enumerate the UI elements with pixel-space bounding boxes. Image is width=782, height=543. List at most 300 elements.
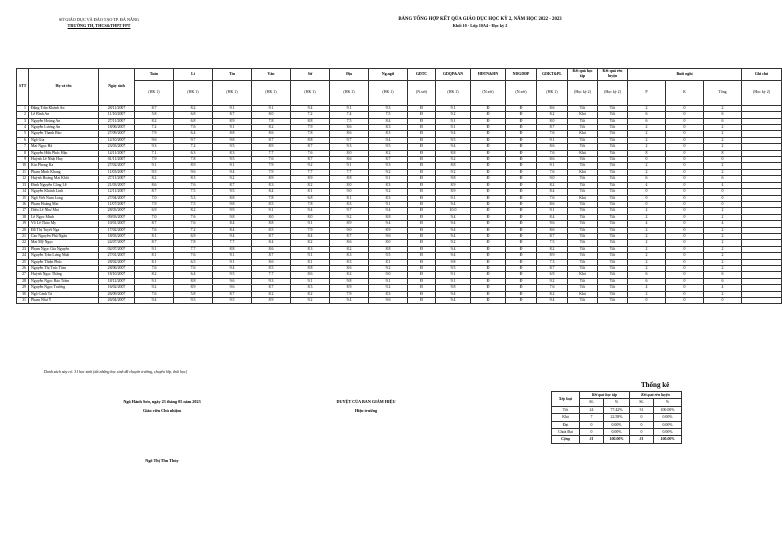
table-cell: 5.8	[174, 291, 213, 297]
table-cell: Tốt	[598, 137, 628, 143]
table-cell: 2	[628, 227, 666, 233]
col-subject: Địa	[330, 69, 369, 81]
table-cell: 9.7	[174, 137, 213, 143]
table-cell: 22	[17, 240, 29, 246]
table-cell: 2	[704, 144, 742, 150]
table-cell: Tốt	[598, 208, 628, 214]
table-cell: 8.2	[174, 105, 213, 111]
stats-header-row	[552, 392, 682, 399]
table-cell: 6	[628, 272, 666, 278]
stats-row	[552, 406, 682, 413]
student-name: Nguyễn Trần Lưng Nhật	[29, 253, 99, 259]
table-cell: 8.9	[252, 176, 291, 182]
table-cell: 9.2	[436, 169, 471, 175]
table-cell: 7.2	[291, 112, 330, 118]
stats-cell: 31	[630, 436, 654, 443]
table-cell: 8.1	[330, 195, 369, 201]
table-cell: Đ	[471, 246, 506, 252]
table-cell: 7.6	[291, 150, 330, 156]
col-subject: HĐTN&HN	[471, 69, 506, 81]
table-cell: 9.1	[291, 278, 330, 284]
table-cell: 8.7	[252, 233, 291, 239]
table-cell: 4	[628, 182, 666, 188]
table-cell: 0	[666, 291, 704, 297]
col-stt: STT	[17, 69, 29, 106]
table-cell: 8.7	[291, 144, 330, 150]
table-cell: Tốt	[598, 214, 628, 220]
table-cell: 7.9	[135, 157, 174, 163]
table-cell: 8.8	[330, 176, 369, 182]
table-cell: Tốt	[598, 253, 628, 259]
col-subject: Ng.ngữ	[369, 69, 408, 81]
table-cell: 9.2	[369, 189, 408, 195]
table-cell: 9.5	[369, 253, 408, 259]
table-cell: Tốt	[598, 285, 628, 291]
table-cell: 6.5	[174, 259, 213, 265]
table-cell: 2	[704, 169, 742, 175]
table-cell: 8.7	[213, 112, 252, 118]
col-subject-type: (HK 1)	[252, 80, 291, 105]
table-cell: Khá	[568, 169, 598, 175]
table-cell: 6	[17, 137, 29, 143]
stats-col-xeploai: Xếp loại	[552, 392, 580, 407]
table-cell: 5.3	[174, 195, 213, 201]
table-cell: 25	[17, 259, 29, 265]
table-cell: 4	[704, 221, 742, 227]
table-cell: 28	[17, 278, 29, 284]
table-cell: 8.8	[291, 118, 330, 124]
table-cell: Đ	[506, 208, 537, 214]
table-cell: 9.4	[436, 298, 471, 304]
student-dob: 18/12/2007	[99, 278, 135, 284]
table-cell: 0	[666, 144, 704, 150]
table-cell: 10.0	[436, 208, 471, 214]
table-cell: 0	[628, 195, 666, 201]
table-cell: 9.4	[291, 208, 330, 214]
table-cell: Đ	[471, 195, 506, 201]
table-cell: Đ	[506, 253, 537, 259]
table-cell: 9.1	[213, 125, 252, 131]
table-cell: 7.6	[174, 221, 213, 227]
table-cell: 8.7	[291, 157, 330, 163]
table-cell: 8.8	[213, 246, 252, 252]
table-cell: 9.4	[369, 221, 408, 227]
table-cell: 9.1	[436, 278, 471, 284]
table-cell: Tốt	[568, 201, 598, 207]
table-cell: Đ	[408, 278, 436, 284]
table-cell: 9.4	[436, 291, 471, 297]
table-cell: 8.8	[291, 265, 330, 271]
col-ghichu-sub: (Học kỳ 2)	[742, 80, 782, 105]
table-cell: 2	[704, 208, 742, 214]
table-cell: 31	[17, 298, 29, 304]
table-cell: Đ	[408, 163, 436, 169]
table-cell: 7.5	[537, 240, 568, 246]
table-cell: Đ	[408, 118, 436, 124]
stats-cell: 0.00%	[604, 429, 630, 436]
table-cell: Đ	[408, 298, 436, 304]
table-cell: Tốt	[598, 169, 628, 175]
table-cell: 9.8	[436, 176, 471, 182]
table-cell: 7.6	[537, 150, 568, 156]
table-cell: Tốt	[568, 214, 598, 220]
table-cell: 9.4	[436, 233, 471, 239]
table-cell: 9.1	[252, 105, 291, 111]
stats-table	[551, 391, 682, 444]
stats-cell: 0	[580, 421, 604, 428]
table-cell: 2	[704, 240, 742, 246]
table-cell: 21	[17, 233, 29, 239]
table-cell: 6.8	[174, 112, 213, 118]
table-cell: 8.2	[135, 118, 174, 124]
table-cell: 8.3	[369, 125, 408, 131]
table-cell: 2	[628, 144, 666, 150]
report-title: BẢNG TỔNG HỢP KẾT QỦA GIÁO DỤC HỌC KỲ 2, NĂM HỌC 2022 - 2023	[398, 17, 562, 22]
table-cell: 7.3	[537, 259, 568, 265]
stats-label: Chưa Đạt	[552, 429, 580, 436]
table-cell: 9.1	[537, 163, 568, 169]
table-cell: 7.7	[252, 150, 291, 156]
table-cell: 0	[704, 195, 742, 201]
student-name: Đặng Trần Khánh An	[29, 105, 99, 111]
table-cell: Tốt	[598, 189, 628, 195]
table-cell: 8.6	[330, 131, 369, 137]
table-cell: 9.6	[135, 137, 174, 143]
table-cell: Đ	[408, 182, 436, 188]
table-cell: 2	[704, 291, 742, 297]
table-cell: Đ	[506, 221, 537, 227]
table-cell: 7.6	[174, 125, 213, 131]
table-cell: 8.2	[135, 176, 174, 182]
table-cell: 8.2	[252, 125, 291, 131]
table-cell: 7.6	[537, 131, 568, 137]
table-cell: 0	[666, 189, 704, 195]
table-cell: 8.3	[369, 291, 408, 297]
table-cell: 7.7	[291, 169, 330, 175]
table-cell: 9.6	[537, 221, 568, 227]
student-name: Lê Ngọc Minh	[29, 214, 99, 220]
table-cell: 2	[704, 265, 742, 271]
table-cell: 9.5	[174, 298, 213, 304]
table-cell: 7.2	[174, 144, 213, 150]
table-cell: Đ	[471, 259, 506, 265]
table-cell: Tốt	[598, 259, 628, 265]
table-cell: Đ	[506, 298, 537, 304]
table-cell: Tốt	[568, 259, 598, 265]
table-cell: Đ	[506, 195, 537, 201]
table-cell: Đ	[408, 131, 436, 137]
table-cell: 6.8	[174, 118, 213, 124]
table-cell: 9.1	[213, 163, 252, 169]
table-row	[17, 298, 782, 304]
table-cell: 7.5	[174, 201, 213, 207]
table-cell: 2	[628, 240, 666, 246]
table-cell: Đ	[506, 189, 537, 195]
table-cell: Tốt	[598, 131, 628, 137]
table-cell: 9.4	[330, 298, 369, 304]
student-dob: 21/03/2007	[99, 182, 135, 188]
table-cell: 8.2	[537, 291, 568, 297]
table-cell: 6	[628, 278, 666, 284]
table-cell: 9.4	[436, 214, 471, 220]
table-cell: 7.2	[174, 227, 213, 233]
table-cell: 9.1	[330, 105, 369, 111]
stats-cell: 22.58%	[604, 414, 630, 421]
table-cell: 3	[17, 118, 29, 124]
student-name: Huỳnh Hoàng Mai Khôi	[29, 176, 99, 182]
student-dob: 27/11/2007	[99, 176, 135, 182]
table-cell: 9	[17, 157, 29, 163]
table-cell: 9.3	[369, 163, 408, 169]
table-cell: 8.2	[537, 112, 568, 118]
table-cell: 11	[17, 169, 29, 175]
table-cell: 9.2	[436, 240, 471, 246]
stats-col-pct: %	[654, 399, 682, 406]
table-cell: Tốt	[598, 265, 628, 271]
student-dob: 28/06/2007	[99, 265, 135, 271]
table-cell: 8.7	[330, 233, 369, 239]
table-cell: 6	[704, 118, 742, 124]
table-cell: 7.5	[369, 112, 408, 118]
table-cell: 7.9	[135, 201, 174, 207]
table-cell: Đ	[408, 105, 436, 111]
table-cell: 6.3	[174, 150, 213, 156]
table-cell: 2	[17, 112, 29, 118]
table-cell: 0	[666, 157, 704, 163]
table-cell: 0	[666, 201, 704, 207]
table-cell: 8.0	[330, 150, 369, 156]
table-cell: Đ	[471, 291, 506, 297]
table-cell: 6	[628, 118, 666, 124]
col-subject: NDGDĐP	[506, 69, 537, 81]
table-cell: 7.2	[135, 125, 174, 131]
table-cell: Đ	[408, 125, 436, 131]
table-cell: Đ	[471, 265, 506, 271]
stats-title: Thống kê	[641, 381, 670, 389]
table-cell: 8.1	[135, 259, 174, 265]
table-cell: 7.8	[174, 240, 213, 246]
student-name: Đinh Nguyễn Công Lễ	[29, 182, 99, 188]
table-cell: 2	[704, 246, 742, 252]
table-cell: Đ	[408, 112, 436, 118]
table-cell: 8.3	[291, 285, 330, 291]
table-cell: 9.0	[369, 272, 408, 278]
table-cell: 8.4	[252, 189, 291, 195]
table-cell: Đ	[471, 163, 506, 169]
stats-cell: 0.00%	[654, 414, 682, 421]
table-cell: 29	[17, 285, 29, 291]
table-cell: 8.0	[369, 240, 408, 246]
table-cell: Đ	[506, 176, 537, 182]
table-cell: 9.5	[213, 157, 252, 163]
stats-cell: 77.42%	[604, 406, 630, 413]
table-cell: 0	[666, 214, 704, 220]
student-dob: 24/07/2007	[99, 240, 135, 246]
table-cell: 0	[666, 221, 704, 227]
table-cell: 8.9	[537, 253, 568, 259]
table-cell: Đ	[506, 265, 537, 271]
table-cell: 8.6	[537, 144, 568, 150]
table-cell: 9.3	[135, 144, 174, 150]
table-cell: 8.7	[135, 105, 174, 111]
department-name: SỞ GIÁO DỤC VÀ ĐÀO TẠO TP. ĐÀ NẴNG	[58, 17, 140, 22]
table-cell: Đ	[471, 253, 506, 259]
table-cell: Tốt	[598, 157, 628, 163]
table-cell: 8.8	[291, 137, 330, 143]
table-cell: Đ	[408, 176, 436, 182]
table-cell: 0	[666, 233, 704, 239]
table-cell: Tốt	[568, 137, 598, 143]
table-cell: 4	[704, 182, 742, 188]
table-cell: 9.4	[436, 246, 471, 252]
student-dob: 11/07/2007	[99, 201, 135, 207]
table-cell: Đ	[408, 291, 436, 297]
stats-cell: 0	[630, 429, 654, 436]
table-cell: 0	[666, 163, 704, 169]
col-subject-type: (HK 1)	[537, 80, 568, 105]
header-row-1	[17, 69, 782, 81]
table-cell: 8.9	[291, 176, 330, 182]
table-cell: Đ	[471, 240, 506, 246]
table-cell: 7.8	[291, 201, 330, 207]
stats-label: Tốt	[552, 406, 580, 413]
table-cell: 8.2	[291, 291, 330, 297]
table-cell: Khá	[568, 112, 598, 118]
table-cell: Tốt	[598, 278, 628, 284]
table-cell: Đ	[471, 233, 506, 239]
table-cell: 9.5	[213, 298, 252, 304]
table-cell: Tốt	[568, 105, 598, 111]
table-cell: 9.1	[213, 253, 252, 259]
table-cell: 8.4	[369, 118, 408, 124]
table-cell: 27	[17, 272, 29, 278]
table-cell: 8.4	[213, 227, 252, 233]
student-dob: 01/11/2007	[99, 157, 135, 163]
table-cell: Đ	[408, 137, 436, 143]
table-cell: 7.4	[330, 112, 369, 118]
student-dob: 23/03/2007	[99, 144, 135, 150]
table-cell: 0	[628, 189, 666, 195]
table-cell: 18	[17, 214, 29, 220]
table-cell: Đ	[408, 157, 436, 163]
table-cell: 7.6	[252, 157, 291, 163]
table-cell: 8.0	[330, 182, 369, 188]
table-cell: 9.4	[291, 105, 330, 111]
table-cell: 9.5	[436, 137, 471, 143]
table-cell: 9.5	[135, 169, 174, 175]
table-cell: 9.1	[369, 278, 408, 284]
table-cell: 7.6	[537, 285, 568, 291]
col-subject-type: (N.xét)	[408, 80, 436, 105]
principal-signature	[296, 398, 436, 415]
table-cell: Đ	[408, 195, 436, 201]
table-cell: 8.4	[537, 189, 568, 195]
table-cell: 8.1	[291, 189, 330, 195]
table-cell: 7.7	[174, 246, 213, 252]
table-cell: 24	[17, 253, 29, 259]
table-cell: 8.6	[537, 105, 568, 111]
table-cell: Tốt	[598, 221, 628, 227]
table-cell: 6	[704, 278, 742, 284]
table-cell: 10	[17, 163, 29, 169]
table-cell: Tốt	[568, 246, 598, 252]
table-cell: 8.1	[135, 233, 174, 239]
student-dob: 28/02/2007	[99, 259, 135, 265]
table-cell: 9.8	[436, 259, 471, 265]
student-name: Phạm Như Ý	[29, 298, 99, 304]
table-cell: 6	[704, 176, 742, 182]
table-cell: 0	[704, 189, 742, 195]
table-cell: 8.8	[436, 150, 471, 156]
table-cell: 9.2	[213, 176, 252, 182]
table-cell: 7.8	[291, 131, 330, 137]
table-cell: 9.6	[174, 169, 213, 175]
table-cell: 7.0	[135, 195, 174, 201]
col-name: Họ và tên	[29, 69, 99, 106]
table-cell: 8.8	[369, 214, 408, 220]
table-cell: 0	[666, 278, 704, 284]
table-cell: Đ	[471, 272, 506, 278]
table-cell: Đ	[506, 285, 537, 291]
table-cell: 8.2	[174, 208, 213, 214]
table-cell: Đ	[408, 150, 436, 156]
table-cell: Tốt	[598, 240, 628, 246]
table-cell: Tốt	[598, 298, 628, 304]
table-cell: 9.5	[213, 144, 252, 150]
stats-cell: 7	[580, 414, 604, 421]
table-cell: 9.2	[436, 112, 471, 118]
table-cell: 7.6	[537, 169, 568, 175]
student-dob: 10/01/2007	[99, 221, 135, 227]
table-cell: 8.0	[537, 118, 568, 124]
table-cell: Đ	[408, 227, 436, 233]
table-cell: 0	[628, 201, 666, 207]
table-cell: 7.7	[252, 272, 291, 278]
table-cell: 8.8	[213, 195, 252, 201]
table-cell: 9.8	[213, 137, 252, 143]
table-cell: Tốt	[598, 272, 628, 278]
table-cell: Đ	[506, 157, 537, 163]
table-cell: Đ	[471, 125, 506, 131]
col-subject-type: (HK 1)	[436, 80, 471, 105]
student-dob: 27/04/2007	[99, 195, 135, 201]
table-cell: Đ	[506, 182, 537, 188]
table-cell: 2	[628, 214, 666, 220]
table-cell: 8.5	[252, 201, 291, 207]
table-cell: Đ	[408, 214, 436, 220]
table-cell: 7.6	[174, 253, 213, 259]
student-dob: 27/11/2007	[99, 118, 135, 124]
table-cell: 7.5	[174, 189, 213, 195]
table-cell: Đ	[471, 105, 506, 111]
table-cell: 2	[628, 169, 666, 175]
table-cell: 8.6	[537, 157, 568, 163]
table-cell: 8.3	[252, 182, 291, 188]
table-cell: 9.5	[213, 272, 252, 278]
col-subject: Văn	[252, 69, 291, 81]
table-cell: 9.2	[369, 265, 408, 271]
table-cell: Đ	[408, 272, 436, 278]
table-cell: 9.1	[436, 105, 471, 111]
table-cell: Đ	[471, 227, 506, 233]
table-cell: Tốt	[568, 233, 598, 239]
table-cell: 9.2	[330, 214, 369, 220]
table-cell: 8.5	[252, 265, 291, 271]
table-cell: 9.4	[213, 265, 252, 271]
table-cell: 9.1	[135, 246, 174, 252]
table-cell: 2	[704, 227, 742, 233]
table-cell: 8.3	[330, 253, 369, 259]
